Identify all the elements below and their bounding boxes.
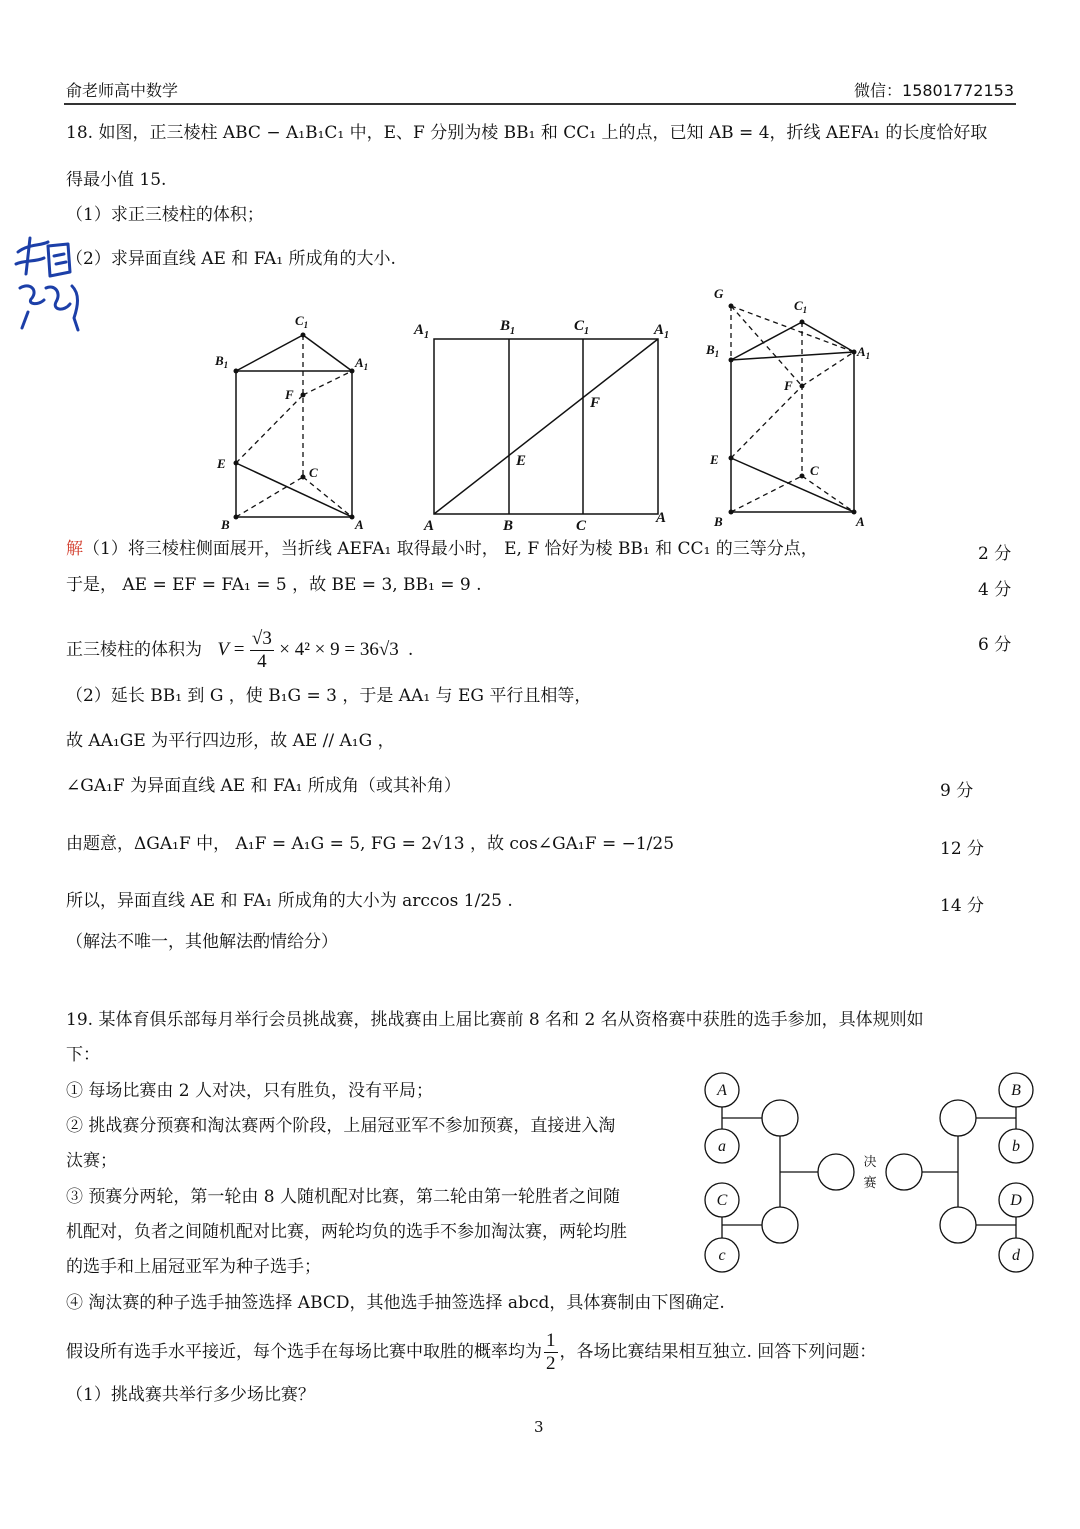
q19-rule2b: 汰赛； — [66, 1151, 117, 1171]
svg-text:B: B — [714, 514, 723, 529]
header-right: 微信：15801772153 — [854, 81, 1014, 100]
score-2: 2 分 — [978, 544, 1012, 564]
solution-step7: 由题意，ΔGA₁F 中， A₁F = A₁G = 5, FG = 2√13 ，故 cos∠GA₁F = −1/25 — [66, 834, 675, 854]
label-A1: $A_1$ — [355, 355, 369, 372]
label-B: B — [221, 517, 230, 532]
label-E: E — [217, 456, 226, 471]
tournament-bracket — [690, 1062, 1040, 1284]
q19-rule3a: ③ 预赛分两轮，第一轮由 8 人随机配对比赛，第二轮由第一轮胜者之间随 — [66, 1187, 621, 1207]
solution-step1: 解（1）将三棱柱侧面展开，当折线 AEFA₁ 取得最小时， E, F 恰好为棱 BB₁ 和 CC₁ 的三等分点， — [66, 539, 818, 559]
svg-text:B1: $B_1$ — [706, 342, 720, 359]
svg-text:A1: $A_1$ — [654, 322, 670, 341]
bracket-right-semi-2 — [940, 1207, 976, 1243]
label-B1: $B_1$ — [215, 353, 229, 370]
svg-text:a: a — [718, 1138, 726, 1155]
bracket-left-semi-2 — [762, 1207, 798, 1243]
svg-text:赛: 赛 — [863, 1176, 877, 1191]
q19-rule2a: ② 挑战赛分预赛和淘汰赛两个阶段，上届冠亚军不参加预赛，直接进入淘 — [66, 1116, 616, 1136]
svg-text:D: D — [1010, 1192, 1022, 1209]
svg-text:C: C — [810, 463, 819, 478]
svg-text:A1: $A_1$ — [414, 322, 430, 341]
svg-text:B: B — [1011, 1082, 1021, 1099]
svg-text:A: A — [856, 514, 865, 529]
label-A: A — [355, 517, 364, 532]
figure-prism-left — [205, 305, 380, 537]
q19-part1: （1）挑战赛共举行多少场比赛？ — [66, 1385, 315, 1405]
q19-stem-line1: 19. 某体育俱乐部每月举行会员挑战赛，挑战赛由上届比赛前 8 名和 2 名从资格赛中获胜的选手参加，具体规则如 — [66, 1010, 924, 1030]
solution-step3: 正三棱柱的体积为 V = $\frac{√3}{4}$ × 4² × 9 = 36√3 . — [66, 628, 414, 672]
bracket-right-final — [886, 1154, 922, 1190]
solution-step8: 所以，异面直线 AE 和 FA₁ 所成角的大小为 arccos 1/25 . — [66, 891, 513, 911]
svg-text:G: G — [714, 286, 724, 301]
q18-part2: （2）求异面直线 AE 和 FA₁ 所成角的大小. — [66, 249, 396, 269]
solution-step4: （2）延长 BB₁ 到 G ，使 B₁G = 3 ，于是 AA₁ 与 EG 平行且相等， — [66, 686, 592, 706]
svg-text:C1: $C_1$ — [574, 318, 590, 337]
handwritten-annotation — [8, 232, 88, 332]
svg-text:C1: $C_1$ — [794, 298, 808, 315]
svg-text:C: C — [716, 1192, 728, 1209]
q18-stem-line1: 18. 如图，正三棱柱 ABC − A₁B₁C₁ 中，E、F 分别为棱 BB₁ 和 CC₁ 上的点，已知 AB = 4，折线 AEFA₁ 的长度恰好取 — [66, 123, 988, 143]
svg-text:A1: $A_1$ — [857, 344, 871, 361]
svg-text:A: A — [424, 518, 435, 534]
solution-note: （解法不唯一，其他解法酌情给分） — [66, 932, 338, 952]
label-F: F — [285, 387, 294, 402]
solution-step2: 于是， AE = EF = FA₁ = 5 ，故 BE = 3, BB₁ = 9 . — [66, 575, 482, 595]
svg-text:F: F — [784, 378, 793, 393]
header-left: 俞老师高中数学 — [66, 81, 179, 100]
svg-text:A: A — [717, 1082, 727, 1099]
q19-assumption: 假设所有选手水平接近，每个选手在每场比赛中取胜的概率均为 $\frac{1}{2}$ ，各场比赛结果相互独立. 回答下列问题： — [66, 1330, 877, 1374]
svg-text:C: C — [576, 518, 587, 534]
q18-part1: （1）求正三棱柱的体积； — [66, 205, 264, 225]
score-12: 12 分 — [940, 839, 985, 859]
score-4: 4 分 — [978, 580, 1012, 600]
svg-text:c: c — [718, 1247, 726, 1264]
score-14: 14 分 — [940, 896, 985, 916]
page-number: 3 — [534, 1418, 544, 1436]
bracket-left-semi-1 — [762, 1100, 798, 1136]
bracket-left-final — [818, 1154, 854, 1190]
svg-text:d: d — [1012, 1247, 1020, 1264]
q19-stem-line2: 下： — [66, 1045, 100, 1065]
score-9: 9 分 — [940, 781, 974, 801]
svg-text:b: b — [1012, 1138, 1020, 1155]
solution-step6: ∠GA₁F 为异面直线 AE 和 FA₁ 所成角（或其补角） — [66, 776, 461, 796]
svg-text:F: F — [590, 395, 601, 411]
bracket-right-semi-1 — [940, 1100, 976, 1136]
figure-prism-right — [700, 282, 885, 534]
q19-rule4: ④ 淘汰赛的种子选手抽签选择 ABCD，其他选手抽签选择 abcd，具体赛制由下图确定. — [66, 1293, 725, 1313]
svg-text:B1: $B_1$ — [500, 318, 516, 337]
score-6: 6 分 — [978, 635, 1012, 655]
figure-unfolded — [410, 310, 680, 535]
q19-rule3b: 机配对，负者之间随机配对比赛，两轮均负的选手不参加淘汰赛，两轮均胜 — [66, 1222, 627, 1242]
label-C: C — [309, 465, 318, 480]
q19-rule3c: 的选手和上届冠亚军为种子选手； — [66, 1257, 321, 1277]
header-divider — [64, 103, 1016, 105]
solution-step5: 故 AA₁GE 为平行四边形，故 AE // A₁G ， — [66, 731, 395, 751]
solution-label: 解 — [66, 539, 83, 559]
svg-text:B: B — [503, 518, 514, 534]
svg-text:A: A — [656, 510, 667, 526]
label-C1: $C_1$ — [295, 313, 309, 330]
svg-text:E: E — [710, 452, 719, 467]
svg-text:E: E — [516, 453, 527, 469]
q19-rule1: ① 每场比赛由 2 人对决，只有胜负，没有平局； — [66, 1081, 434, 1101]
q18-stem-line2: 得最小值 15. — [66, 170, 167, 190]
svg-text:决: 决 — [863, 1155, 877, 1170]
